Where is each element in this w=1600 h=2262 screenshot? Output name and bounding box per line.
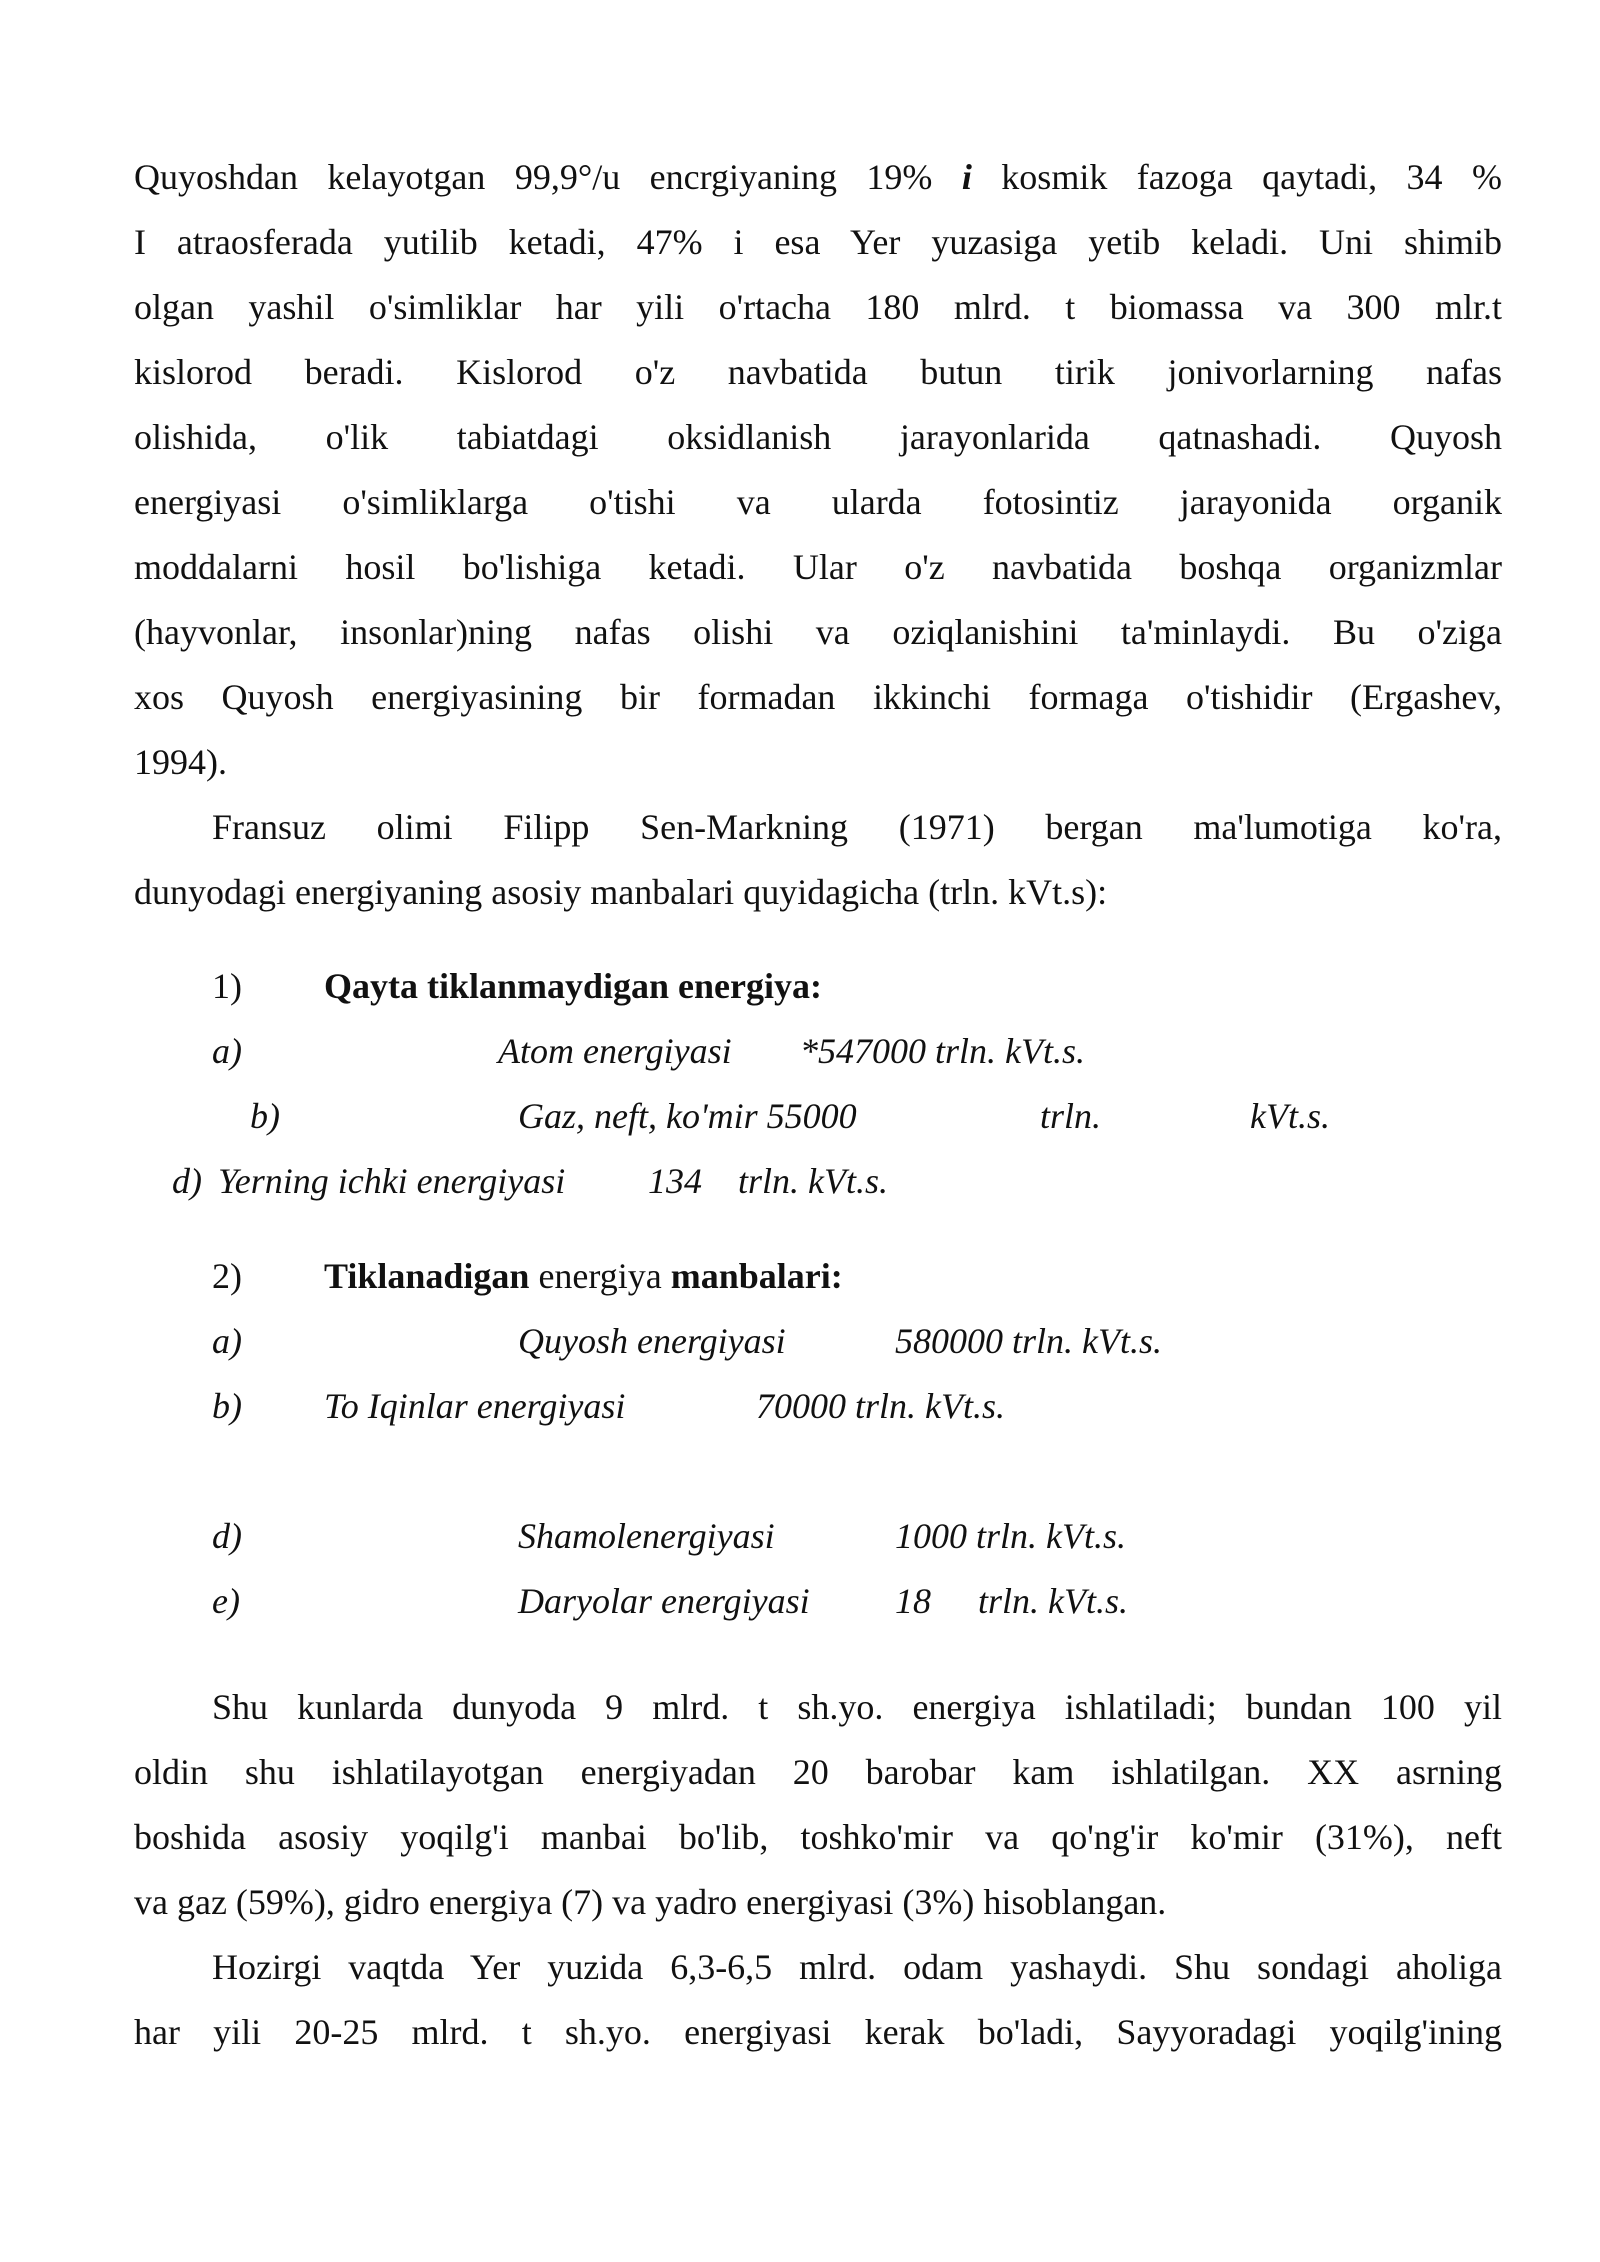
list-item-value: 580000 trln. kVt.s.: [895, 1321, 1162, 1361]
list-number: 1): [212, 966, 242, 1006]
paragraph-energy-balance: [134, 145, 1502, 795]
list-item-value: 134: [648, 1161, 702, 1201]
list-item-marker: e): [212, 1581, 240, 1621]
text-line: dunyodagi energiyaning asosiy manbalari quyidagicha (trln. kVt.s):: [134, 872, 1108, 912]
list-number: 2): [212, 1256, 242, 1296]
list-item-marker: b): [212, 1386, 242, 1426]
paragraph-sen-mark: [134, 795, 1502, 925]
list-item-marker: a): [212, 1031, 242, 1071]
text-line: va gaz (59%), gidro energiya (7) va yadro energiyasi (3%) hisoblangan.: [134, 1882, 1167, 1922]
list-item-name: Atom energiyasi: [498, 1031, 732, 1071]
list-item-value: trln.: [1040, 1096, 1102, 1136]
text-line: kislorod beradi. Kislorod o'z navbatida butun tirik jonivorlarning nafas: [134, 352, 1502, 392]
text-line: Hozirgi vaqtda Yer yuzida 6,3-6,5 mlrd. odam yashaydi. Shu sondagi aholiga: [212, 1947, 1502, 1987]
paragraph-energy-usage: [134, 1675, 1502, 1935]
paragraph-population: [134, 1935, 1502, 2065]
text-line: olgan yashil o'simliklar har yili o'rtacha 180 mlrd. t biomassa va 300 mlr.t: [134, 287, 1502, 327]
text-line: 1994).: [134, 742, 227, 782]
list-item-name: Yerning ichki energiyasi: [218, 1161, 566, 1201]
list-item-unit: trln. kVt.s.: [738, 1161, 888, 1201]
text-line: energiyasi o'simliklarga o'tishi va ularda fotosintiz jarayonida organik: [134, 482, 1502, 522]
list-item-marker: d): [172, 1161, 202, 1201]
list-item-unit: trln. kVt.s.: [978, 1581, 1128, 1621]
text-line: (hayvonlar, insonlar)ning nafas olishi va oziqlanishini ta'minlaydi. Bu o'ziga: [134, 612, 1502, 652]
list-item-marker: a): [212, 1321, 242, 1361]
list-item-name: Shamolenergiyasi: [518, 1516, 775, 1556]
list-title: Qayta tiklanmaydigan energiya:: [324, 966, 823, 1006]
list-item-name: Quyosh energiyasi: [518, 1321, 786, 1361]
list-item-marker: d): [212, 1516, 242, 1556]
text-line: moddalarni hosil bo'lishiga ketadi. Ular o'z navbatida boshqa organizmlar: [134, 547, 1502, 587]
text-line: Shu kunlarda dunyoda 9 mlrd. t sh.yo. energiya ishlatiladi; bundan 100 yil: [212, 1687, 1502, 1727]
list-item-value: 18: [895, 1581, 931, 1621]
text-line: olishida, o'lik tabiatdagi oksidlanish jarayonlarida qatnashadi. Quyosh: [134, 417, 1502, 457]
text-line: boshida asosiy yoqilg'i manbai bo'lib, toshko'mir va qo'ng'ir ko'mir (31%), neft: [134, 1817, 1502, 1857]
list-item-name: Daryolar energiyasi: [518, 1581, 810, 1621]
text-line: xos Quyosh energiyasining bir formadan ikkinchi formaga o'tishidir (Ergashev,: [134, 677, 1502, 717]
list-title: Tiklanadigan energiya manbalari:: [324, 1256, 843, 1296]
list-item-value: *547000 trln. kVt.s.: [800, 1031, 1085, 1071]
text-line: Fransuz olimi Filipp Sen-Markning (1971) bergan ma'lumotiga ko'ra,: [212, 807, 1502, 847]
text-line: oldin shu ishlatilayotgan energiyadan 20 barobar kam ishlatilgan. XX asrning: [134, 1752, 1502, 1792]
list-item-marker: b): [250, 1096, 280, 1136]
list-item-value: 1000 trln. kVt.s.: [895, 1516, 1126, 1556]
list-item-unit: kVt.s.: [1250, 1096, 1330, 1136]
list-item-value: 70000 trln. kVt.s.: [756, 1386, 1005, 1426]
list-item-name: Gaz, neft, ko'mir 55000: [518, 1096, 857, 1136]
text-line: har yili 20-25 mlrd. t sh.yo. energiyasi kerak bo'ladi, Sayyoradagi yoqilg'ining: [134, 2012, 1502, 2052]
text-line: I atraosferada yutilib ketadi, 47% i esa Yer yuzasiga yetib keladi. Uni shimib: [134, 222, 1502, 262]
text-line: Quyoshdan kelayotgan 99,9°/u encrgiyaning 19% i kosmik fazoga qaytadi, 34 %: [134, 157, 1502, 197]
list-item-name: To Iqinlar energiyasi: [324, 1386, 626, 1426]
